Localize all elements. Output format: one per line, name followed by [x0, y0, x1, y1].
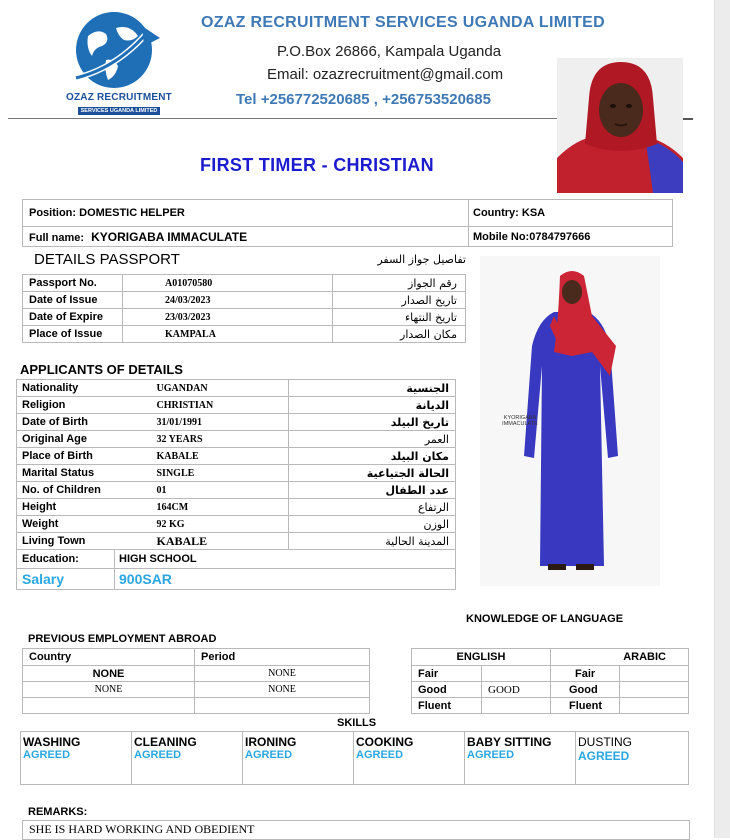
salary-label: Salary [17, 569, 115, 590]
passport-label: Passport No. [23, 275, 123, 292]
passport-label: Date of Expire [23, 309, 123, 326]
applicant-label: Original Age [17, 431, 115, 448]
position-cell [23, 200, 469, 227]
arabic-level-value [620, 682, 689, 698]
table-row [17, 397, 456, 414]
english-level-value [482, 698, 551, 714]
employment-section-title: PREVIOUS EMPLOYMENT ABROAD [28, 633, 217, 645]
arabic-level-value [620, 666, 689, 682]
salary-row [17, 569, 456, 590]
skill-name: BABY SITTING [467, 735, 552, 749]
education-label: Education: [17, 550, 115, 569]
table-row [23, 275, 466, 292]
applicant-value: 01 [115, 482, 289, 499]
country-label: Country: [473, 207, 519, 219]
passport-label-ar: رقم الجواز [333, 275, 466, 292]
applicant-value: KABALE [115, 448, 289, 465]
remarks-title: REMARKS: [28, 806, 88, 818]
table-row [412, 698, 689, 714]
table-row [17, 414, 456, 431]
skill-status: AGREED [356, 749, 404, 761]
company-logo [72, 8, 164, 94]
passport-label: Place of Issue [23, 326, 123, 343]
mobile-cell [469, 227, 673, 247]
fullname-cell [23, 227, 469, 247]
scrollbar[interactable] [714, 0, 730, 838]
employment-period [195, 698, 370, 714]
table-row [17, 431, 456, 448]
fullname-label: Full name: [29, 231, 85, 244]
table-row [17, 380, 456, 397]
table-row [23, 698, 370, 714]
applicant-label-ar: الديانة [289, 397, 456, 414]
logo-line-2: SERVICES UGANDA LIMITED [78, 107, 161, 115]
mobile-label: Mobile No: [473, 230, 530, 243]
applicant-label: Living Town [17, 533, 115, 550]
passport-value: A01070580 [123, 275, 333, 292]
passport-table [22, 274, 466, 343]
employment-country-header: Country [23, 649, 195, 666]
arabic-level-label: Good [551, 682, 620, 698]
employment-country [23, 698, 195, 714]
passport-value: 23/03/2023 [123, 309, 333, 326]
passport-label: Date of Issue [23, 292, 123, 309]
applicant-label-ar: تاريخ البيلد [289, 414, 456, 431]
applicant-label-ar: الوزن [289, 516, 456, 533]
skills-table [20, 731, 689, 785]
arabic-header: ARABIC [551, 649, 689, 666]
header-divider-end [683, 118, 693, 120]
employment-country: NONE [23, 682, 195, 698]
language-table [411, 648, 689, 714]
skill-status: AGREED [245, 749, 293, 761]
education-row [17, 550, 456, 569]
applicant-value: 32 YEARS [115, 431, 289, 448]
fullname-value: KYORIGABA IMMACULATE [91, 229, 248, 244]
photo-caption: KYORIGABA IMMACULATE [502, 415, 538, 427]
table-row [17, 499, 456, 516]
applicant-label: Nationality [17, 380, 115, 397]
logo-line-1: OZAZ RECRUITMENT [66, 92, 172, 103]
skill-name: COOKING [356, 735, 414, 749]
portrait-photo [557, 58, 683, 193]
applicant-label-ar: الرتفاع [289, 499, 456, 516]
table-row [23, 666, 370, 682]
applicant-label: Religion [17, 397, 115, 414]
table-row [17, 533, 456, 550]
logo-wordmark [60, 92, 178, 115]
skills-section-title: SKILLS [337, 717, 377, 729]
skill-status: AGREED [134, 749, 182, 761]
applicant-value: 164CM [115, 499, 289, 516]
applicant-value: 31/01/1991 [115, 414, 289, 431]
applicant-label: Place of Birth [17, 448, 115, 465]
employment-period-header: Period [195, 649, 370, 666]
table-row [17, 482, 456, 499]
applicant-value: SINGLE [115, 465, 289, 482]
company-name: OZAZ RECRUITMENT SERVICES UGANDA LIMITED [201, 14, 606, 31]
skill-cell [465, 732, 576, 785]
passport-label-ar: مكان الصدار [333, 326, 466, 343]
skill-cell [354, 732, 465, 785]
english-header: ENGLISH [412, 649, 551, 666]
applicant-value: UGANDAN [115, 380, 289, 397]
table-row [23, 326, 466, 343]
applicant-section-title: APPLICANTS OF DETAILS [20, 362, 183, 377]
table-row [412, 666, 689, 682]
skill-name: DUSTING [578, 735, 632, 749]
employment-country: NONE [23, 666, 195, 682]
applicant-label: No. of Children [17, 482, 115, 499]
arabic-level-label: Fluent [551, 698, 620, 714]
employment-period: NONE [195, 682, 370, 698]
applicant-label: Marital Status [17, 465, 115, 482]
table-row [17, 516, 456, 533]
salary-value: 900SAR [115, 569, 456, 590]
english-level-label: Fair [412, 666, 482, 682]
skill-status: AGREED [467, 749, 515, 761]
applicant-label: Weight [17, 516, 115, 533]
table-row [412, 682, 689, 698]
applicant-label: Date of Birth [17, 414, 115, 431]
passport-section-title: DETAILS PASSPORT [34, 251, 180, 268]
skill-cell [243, 732, 354, 785]
skill-cell [576, 732, 689, 785]
country-cell [469, 200, 673, 227]
arabic-level-value [620, 698, 689, 714]
passport-value: KAMPALA [123, 326, 333, 343]
applicant-value: KABALE [115, 533, 289, 550]
applicant-label-ar: مكان البيلد [289, 448, 456, 465]
applicant-label: Height [17, 499, 115, 516]
skill-cell [21, 732, 132, 785]
telephone: Tel +256772520685 , +256753520685 [236, 91, 491, 108]
table-row [17, 448, 456, 465]
employment-table [22, 648, 370, 714]
passport-label-ar: تاريخ الصدار [333, 292, 466, 309]
english-level-label: Good [412, 682, 482, 698]
table-row [23, 682, 370, 698]
position-label: Position: [29, 207, 77, 219]
skill-name: IRONING [245, 735, 297, 749]
applicant-label-ar: العمر [289, 431, 456, 448]
skill-status: AGREED [578, 749, 630, 763]
language-section-title: KNOWLEDGE OF LANGUAGE [466, 613, 624, 625]
passport-label-ar: تاريخ النتهاء [333, 309, 466, 326]
english-level-value [482, 666, 551, 682]
passport-section-title-ar: تفاصيل جواز السفر [377, 253, 466, 266]
skill-name: WASHING [23, 735, 81, 749]
applicant-value: 92 KG [115, 516, 289, 533]
table-row [23, 292, 466, 309]
country-value: KSA [521, 207, 546, 219]
email: Email: ozazrecruitment@gmail.com [267, 66, 504, 83]
skill-status: AGREED [23, 749, 71, 761]
passport-value: 24/03/2023 [123, 292, 333, 309]
applicant-label-ar: المدينة الحالية [289, 533, 456, 550]
mobile-value: 0784797666 [529, 230, 591, 243]
education-value: HIGH SCHOOL [115, 550, 456, 569]
applicant-label-ar: الجنسية [289, 380, 456, 397]
applicant-label-ar: عدد الطفال [289, 482, 456, 499]
skill-cell [132, 732, 243, 785]
applicant-label-ar: الحالة الجتياعية [289, 465, 456, 482]
applicant-table [16, 379, 456, 590]
applicant-value: CHRISTIAN [115, 397, 289, 414]
english-level-label: Fluent [412, 698, 482, 714]
candidate-summary-table [22, 199, 673, 247]
english-level-value: GOOD [482, 682, 551, 698]
arabic-level-label: Fair [551, 666, 620, 682]
employment-period: NONE [195, 666, 370, 682]
page-title: FIRST TIMER - CHRISTIAN [200, 155, 434, 175]
skill-name: CLEANING [134, 735, 197, 749]
table-row [17, 465, 456, 482]
po-box: P.O.Box 26866, Kampala Uganda [277, 43, 502, 60]
position-value: DOMESTIC HELPER [79, 207, 185, 219]
remarks-text: SHE IS HARD WORKING AND OBEDIENT [22, 820, 690, 840]
table-row [23, 309, 466, 326]
